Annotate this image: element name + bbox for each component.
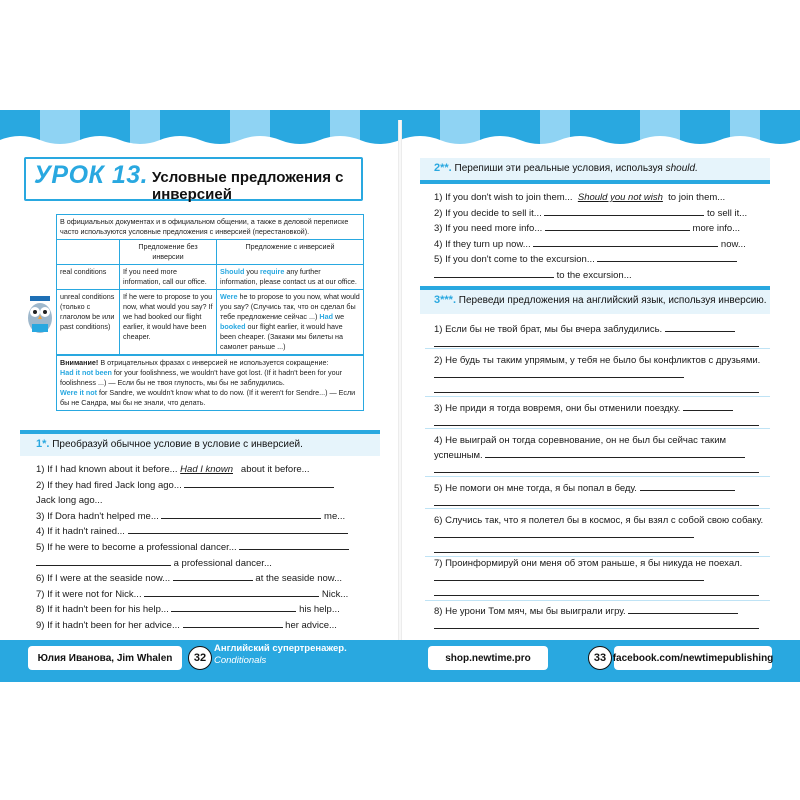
- answer-blank[interactable]: [628, 604, 738, 614]
- lesson-title-box: [24, 157, 363, 201]
- answer-blank[interactable]: [434, 543, 759, 553]
- answer-blank[interactable]: [665, 322, 735, 332]
- book-gutter: [398, 120, 402, 675]
- answer-blank[interactable]: [545, 221, 690, 231]
- answer-blank[interactable]: [171, 602, 296, 612]
- answer-blank[interactable]: [144, 587, 319, 597]
- facebook-link[interactable]: facebook.com/newtimepublishing: [614, 646, 772, 670]
- ex1-item-8: 8) If it hadn't been for his help... his help...: [36, 604, 340, 616]
- authors-label: Юлия Иванова, Jim Whalen: [28, 646, 182, 670]
- answer-blank[interactable]: [434, 416, 759, 426]
- answer-blank[interactable]: [640, 481, 735, 491]
- ex1-item-3: 3) If Dora hadn't helped me... me...: [36, 510, 346, 522]
- col-without-inversion: Предложение без инверсии: [120, 240, 217, 264]
- unreal-with-example: Were he to propose to you now, what would you say? (Случись так, что он сделал бы тебе предложение сейчас ...) Had we booked our flight earlier, it would have been cheaper. (Закажи мы билеты на самолет раньше ...): [220, 292, 360, 351]
- ex2-item-5: 5) If you don't come to the excursion...: [434, 252, 774, 268]
- answer-blank[interactable]: [683, 401, 733, 411]
- rules-header-row: [57, 240, 363, 265]
- ex1-sample-answer: Had I known: [180, 464, 233, 475]
- ex3-item-4: 4) Не выиграй он тогда соревнование, он не был бы сейчас таким успешным.: [434, 433, 764, 478]
- real-with-example: Should you require any further information, please contact us at our office.: [220, 267, 357, 286]
- ex2-item-3: 3) If you need more info... more info...: [434, 223, 741, 235]
- answer-blank[interactable]: [597, 252, 737, 262]
- book-title: Английский супертренажер. Conditionals: [214, 643, 347, 666]
- answer-blank[interactable]: [434, 337, 759, 347]
- page-number-right: 33: [588, 646, 612, 670]
- answer-blank[interactable]: [161, 509, 321, 519]
- ex1-item-7: 7) If it were not for Nick... Nick...: [36, 588, 349, 600]
- rules-row-real: [57, 265, 363, 290]
- ex2-item-1: 1) If you don't wish to join them... Should you not wish to join them...: [434, 192, 726, 203]
- ex2-sample-answer: Should you not wish: [577, 192, 663, 203]
- ex3-item-8: 8) Не урони Том мяч, мы бы выиграли игру.: [434, 604, 764, 634]
- answer-blank[interactable]: [533, 237, 718, 247]
- answer-blank[interactable]: [239, 540, 349, 550]
- ex1-item-2: 2) If they had fired Jack long ago...: [36, 478, 376, 494]
- ex1-item-9: 9) If it hadn't been for her advice... her advice...: [36, 619, 337, 631]
- ex2-item-5-cont: to the excursion...: [434, 268, 774, 284]
- answer-blank[interactable]: [434, 463, 759, 473]
- ex3-item-7: 7) Проинформируй они меня об этом раньше, я бы никуда не поехал.: [434, 556, 764, 601]
- ex2-item-2: 2) If you decide to sell it... to sell it...: [434, 207, 748, 219]
- ex1-item-5: 5) If he were to become a professional dancer...: [36, 540, 376, 556]
- ex3-header: 3***. Переведи предложения на английский язык, используя инверсию.: [434, 294, 767, 306]
- ex1-item-5-cont: a professional dancer...: [36, 556, 376, 572]
- answer-blank[interactable]: [128, 524, 348, 534]
- ex3-item-3: 3) Не приди я тогда вовремя, они бы отменили поездку.: [434, 401, 764, 431]
- answer-blank[interactable]: [434, 268, 554, 278]
- rules-intro: В официальных документах и в официальном общении, а также в деловой переписке часто используются условные предложения с инверсией (перестановкой).: [57, 215, 363, 240]
- mascot-owl-icon: [24, 296, 56, 336]
- row-label-unreal: unreal conditions (только с глаголом be или past conditions): [57, 290, 120, 354]
- lesson-title: Условные предложения с инверсией: [152, 169, 344, 203]
- ex3-item-6: 6) Случись так, что я полетел бы в космос, я бы взял с собой свою собаку.: [434, 513, 764, 558]
- answer-blank[interactable]: [434, 368, 684, 378]
- answer-blank[interactable]: [434, 496, 759, 506]
- row-label-real: real conditions: [57, 265, 120, 289]
- answer-blank[interactable]: [544, 206, 704, 216]
- ex1-header: 1*. Преобразуй обычное условие в условие с инверсией.: [36, 438, 303, 450]
- ex3-item-5: 5) Не помоги он мне тогда, я бы попал в беду.: [434, 481, 764, 511]
- ex2-lines: [434, 190, 774, 284]
- ex2-header: 2**. Перепиши эти реальные условия, используя should.: [434, 162, 698, 174]
- ex1-lines: [36, 462, 376, 634]
- answer-blank[interactable]: [184, 478, 334, 488]
- rules-note: Внимание! В отрицательных фразах с инверсией не используется сокращение: Had it not been for your foolishness, we wouldn't have got lost. (If it hadn't been for your foolishness ...) — Если бы не твоя глупость, мы бы не заблудились. Were it not for Sandre, we wouldn't know what to do now. (If it weren't for Sendre...) — Если бы не Сандра, мы бы не знали, что делать.: [57, 355, 363, 410]
- ex1-item-4: 4) If it hadn't rained...: [36, 524, 376, 540]
- answer-blank[interactable]: [434, 528, 694, 538]
- ex3-item-2: 2) Не будь ты таким упрямым, у тебя не было бы конфликтов с друзьями.: [434, 353, 764, 398]
- ex1-item-2-cont: Jack long ago...: [36, 495, 103, 507]
- ex3-item-1: 1) Если бы не твой брат, мы бы вчера заблудились.: [434, 322, 764, 352]
- ex1-header-bar: [20, 430, 380, 434]
- rules-row-unreal: [57, 290, 363, 355]
- answer-blank[interactable]: [173, 571, 253, 581]
- real-without-example: If you need more information, call our office.: [120, 265, 217, 289]
- answer-blank[interactable]: [485, 448, 745, 458]
- answer-blank[interactable]: [434, 586, 759, 596]
- ex1-item-1: 1) If I had known about it before... Had I known about it before...: [36, 464, 310, 475]
- shop-link[interactable]: shop.newtime.pro: [428, 646, 548, 670]
- lesson-number: УРОК 13.: [34, 161, 149, 189]
- answer-blank[interactable]: [434, 619, 759, 629]
- unreal-without-example: If he were to propose to you now, what would you say? If we had booked our flight earlier, it would have been cheaper.: [120, 290, 217, 354]
- answer-blank[interactable]: [183, 618, 283, 628]
- col-with-inversion: Предложение с инверсией: [245, 242, 335, 251]
- ex1-item-6: 6) If I were at the seaside now... at the seaside now...: [36, 573, 343, 585]
- ex3-header-bar: [420, 286, 770, 290]
- grammar-rules-table: [56, 214, 364, 411]
- answer-blank[interactable]: [434, 571, 704, 581]
- ex2-item-4: 4) If they turn up now... now...: [434, 238, 746, 250]
- page-number-left: 32: [188, 646, 212, 670]
- answer-blank[interactable]: [36, 556, 171, 566]
- answer-blank[interactable]: [434, 383, 759, 393]
